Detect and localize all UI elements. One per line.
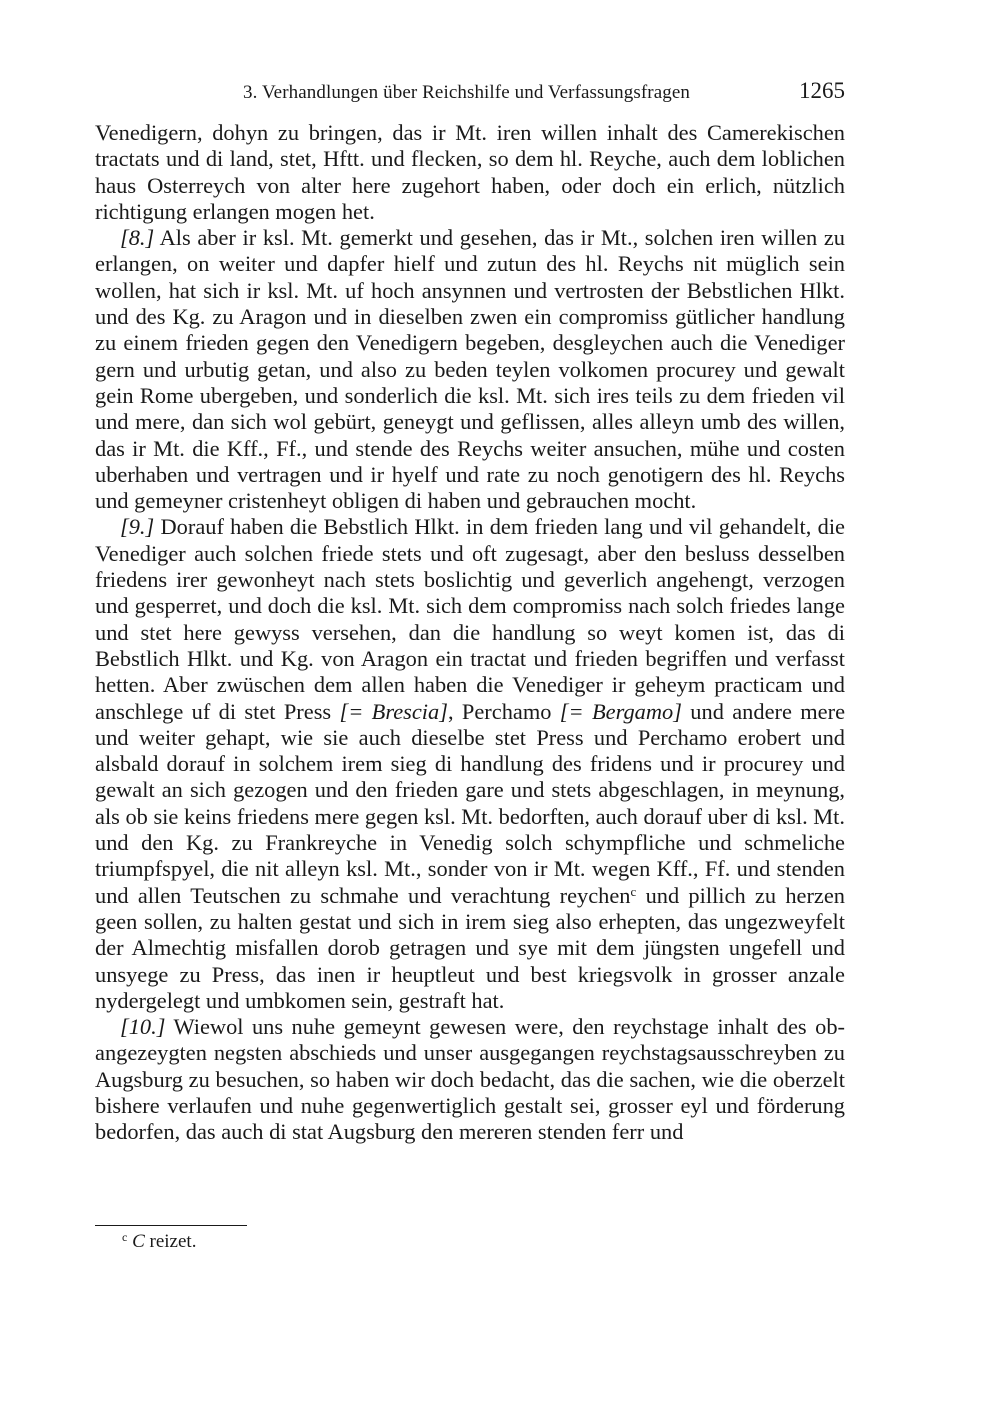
running-head <box>95 78 845 108</box>
paragraph-text: Wiewol uns nuhe gemeynt gewesen were, den reychstage inhalt des obangezeygten negsten abschieds und unser ausgegangen reychstagsausschreyben zu Augsburg zu besuchen, so haben wir doch bedacht, das die sachen, wie die oberzelt bishere verlaufen und nuhe gegenwertiglich gestalt sei, grosser eyl und förderung bedorfen, das auch di stat Augsburg den mereren stenden ferr und <box>95 1014 845 1145</box>
footnote-divider <box>95 1225 247 1226</box>
paragraph-text: Venedigern, dohyn zu bringen, das ir Mt. iren willen inhalt des Camerekischen tractats und di land, stet, Hftt. und flecken, so dem hl. Reyche, auch dem loblichen haus Osterreych von alter here zugehort haben, oder doch ein erlich, nützlich richtigung erlangen mogen het. <box>95 120 845 224</box>
paragraph-text: und pillich zu herzen geen sollen, zu halten gestat und sich in irem sieg also erhepten, das ungezweyfelt der Almechtig misfallen dorob getragen und sye mit dem jüngsten ungefell und unsyege zu Press, das inen ir heuptleut und best kriegsvolk in grosser anzale nydergelegt und umbkomen sein, gestraft hat. <box>95 882 846 1013</box>
paragraph-text: , Perchamo <box>447 698 560 724</box>
footnote-label: c <box>122 1230 128 1244</box>
footnote-text: reizet. <box>144 1231 197 1252</box>
footnotes <box>122 1230 822 1254</box>
paragraph-continued <box>95 120 845 225</box>
main-text <box>95 120 845 1146</box>
paragraph-text: Dorauf haben die Bebstlich Hlkt. in dem frieden lang und vil gehandelt, die Venediger auch solchen friede stets und oft zugesagt, aber den besluss desselben friedens irer gewonheyt nach stets boslichtig und geverlich angehengt, verzogen und gesperret, und doch die ksl. Mt. sich dem compromiss nach solch friedes lange und stet here gewyss versehen, dan die handlung so weyt komen ist, das di Bebstlich Hlkt. und Kg. von Aragon ein tractat und frieden begriffen und verfasst hetten. Aber zwüschen dem allen haben die Venediger ir geheym practicam und anschlege uf di stet Press <box>95 514 845 724</box>
paragraph-text: und andere mere und weiter gehapt, wie sie auch dieselbe stet Press und Perchamo erobert und alsbald dorauf in solchem irem sieg di handlung des fridens und ir procurey und gewalt an sich gezogen und den frieden gare und stets abgeschlagen, in meynung, als ob sie keins friedens mere gegen ksl. Mt. bedorften, auch dorauf uber di ksl. Mt. und den Kg. zu Frankreyche in Venedig solch schympfliche und schmeliche triumpfspyel, die nit alleyn ksl. Mt., sonder von ir Mt. wegen Kff., Ff. und stenden und allen Teutschen zu schmahe und verachtung reychen <box>95 698 846 908</box>
paragraph-9 <box>95 514 845 1014</box>
paragraph-8 <box>95 225 845 514</box>
paragraph-number: [9.] <box>120 514 155 540</box>
footnote-reference[interactable]: c <box>630 883 637 899</box>
paragraph-number: [10.] <box>120 1014 166 1040</box>
paragraph-10 <box>95 1014 845 1145</box>
footnote-siglum: C <box>132 1231 145 1252</box>
footnote-item <box>122 1230 822 1254</box>
editorial-note: [= Brescia] <box>339 698 448 724</box>
running-title: 3. Verhandlungen über Reichshilfe und Verfassungsfragen <box>243 82 690 103</box>
paragraph-text: Als aber ir ksl. Mt. gemerkt und gesehen, das ir Mt., solchen iren willen zu erlangen, on weiter und dapfer hielf und zutun des hl. Reychs nit müglich sein wollen, hat sich ir ksl. Mt. uf hoch ansynnen und vertrosten der Bebstlichen Hlkt. und des Kg. zu Aragon und in dieselben zwen ein compromiss gütlicher handlung zu einem frieden gegen den Venedigern begeben, desgleychen auch die Venediger gern und urbutig getan, und also zu beden teylen volkomen procurey und gewalt gein Rome ubergeben, und sonderlich die ksl. Mt. sich ires teils zu dem frieden vil und mere, dan sich wol gebürt, geneygt und geflissen, alles alleyn umb des willen, das ir Mt. die Kff., Ff., und stende des Reychs weiter ansuchen, mühe und costen uberhaben und vertragen und ir hyelf und rate zu noch genotigern des hl. Reychs und gemeyner cristenheyt obligen di haben und gebrauchen mocht. <box>95 225 845 514</box>
page-number: 1265 <box>799 78 845 103</box>
editorial-note: [= Bergamo] <box>559 698 682 724</box>
paragraph-number: [8.] <box>120 225 155 251</box>
